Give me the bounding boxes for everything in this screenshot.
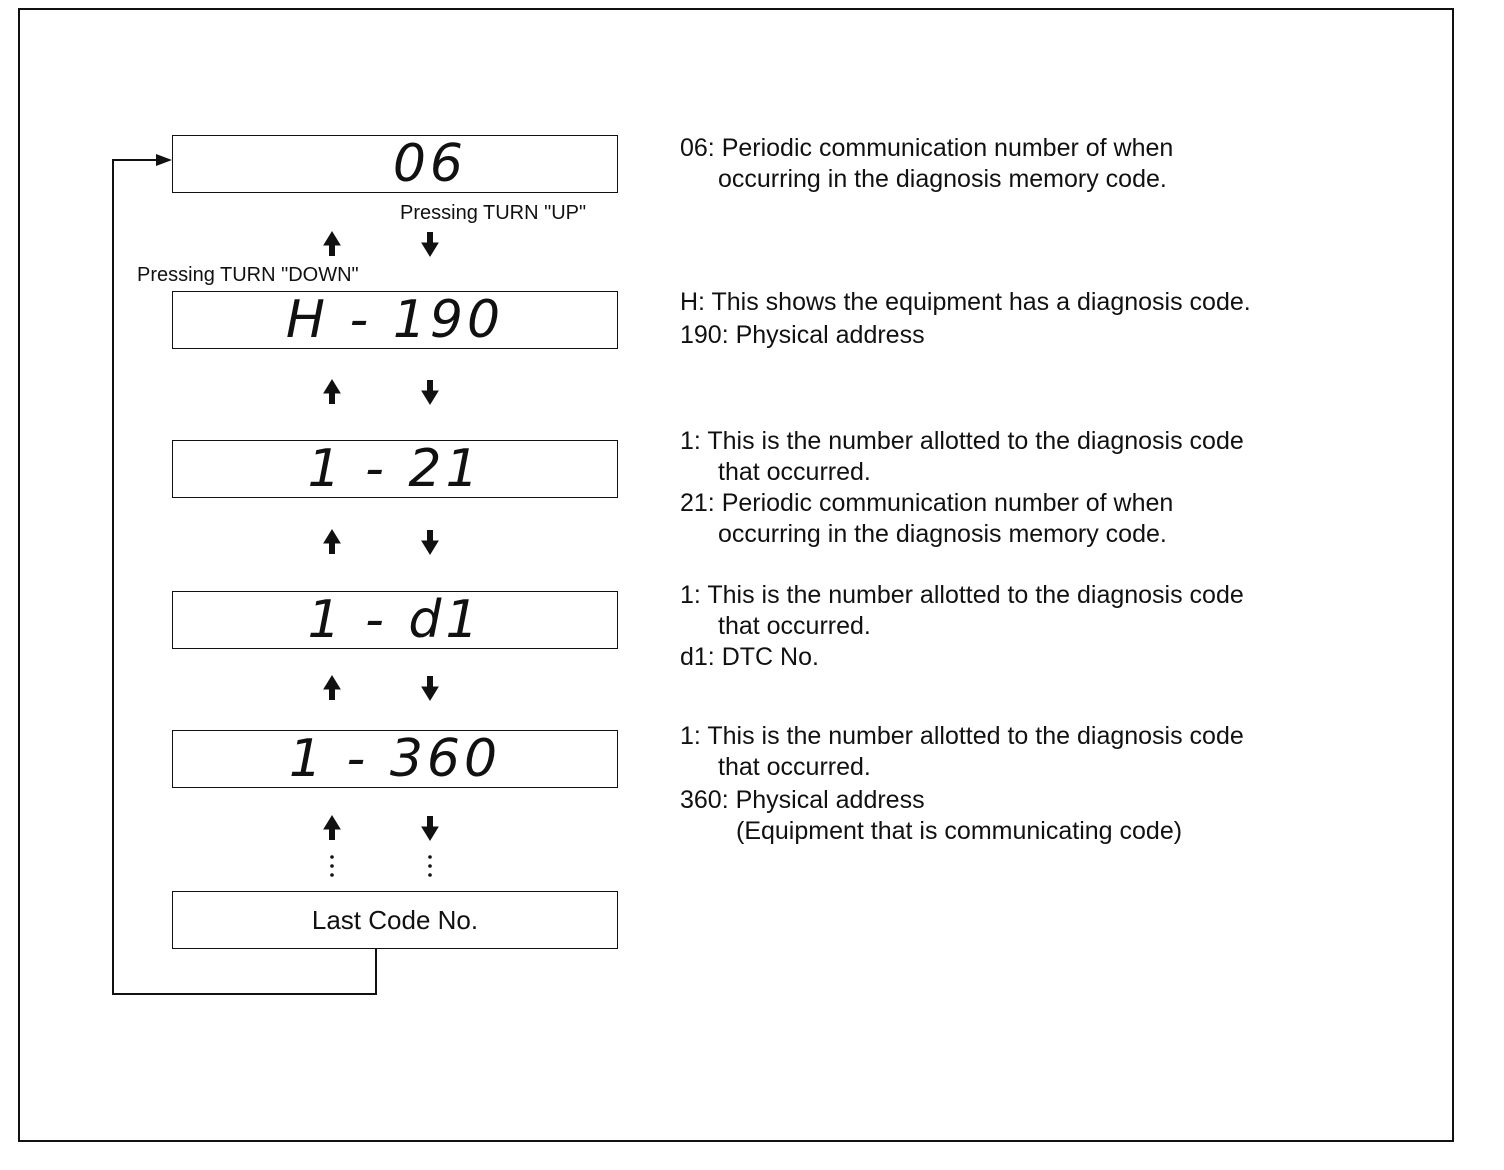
description-1-360-line-2: that occurred.: [718, 753, 871, 781]
description-h190-line-1: H: This shows the equipment has a diagnosis code.: [680, 288, 1251, 316]
description-1-360-line-4: (Equipment that is communicating code): [736, 817, 1183, 845]
display-last-code: [172, 891, 618, 949]
continuation-dots: [330, 855, 432, 877]
description-1-d1-line-3: d1: DTC No.: [680, 643, 819, 671]
description-1-21: [680, 426, 1244, 550]
display-1-21: [172, 440, 618, 498]
up-arrow-5: [324, 816, 340, 840]
down-arrow-2: [422, 380, 438, 404]
description-1-21-line-3: 21: Periodic communication number of when: [680, 489, 1174, 517]
up-arrow-2: [324, 380, 340, 404]
description-1-21-line-4: occurring in the diagnosis memory code.: [718, 520, 1167, 548]
display-1-360-text: 1 - 360: [288, 729, 502, 789]
down-arrow-3: [422, 530, 438, 554]
display-06: [172, 135, 618, 193]
loop-back-arrowhead: [156, 154, 172, 166]
display-last-code-text: Last Code No.: [311, 904, 479, 935]
display-1-d1-text: 1 - d1: [307, 590, 483, 650]
up-arrow-1: [324, 232, 340, 256]
description-1-d1-line-2: that occurred.: [718, 612, 871, 640]
description-1-d1: [680, 580, 1244, 673]
display-06-text: 06: [392, 134, 467, 194]
description-h190-line-2: 190: Physical address: [680, 321, 925, 349]
display-1-21-text: 1 - 21: [307, 439, 483, 499]
down-arrow-5: [422, 816, 438, 840]
description-1-360-line-1: 1: This is the number allotted to the diagnosis code: [680, 722, 1244, 750]
display-1-d1: [172, 591, 618, 649]
description-1-21-line-1: 1: This is the number allotted to the diagnosis code: [680, 427, 1244, 455]
description-1-360: [680, 721, 1244, 847]
down-arrow-4: [422, 676, 438, 700]
turn-up-label: Pressing TURN "UP": [400, 202, 587, 224]
display-h190: [172, 291, 618, 349]
display-1-360: [172, 730, 618, 788]
description-1-d1-line-1: 1: This is the number allotted to the diagnosis code: [680, 581, 1244, 609]
display-h190-text: H - 190: [285, 290, 505, 350]
up-arrow-4: [324, 676, 340, 700]
up-arrow-3: [324, 530, 340, 554]
description-1-21-line-2: that occurred.: [718, 458, 871, 486]
description-h190: [680, 287, 1251, 351]
turn-down-label: Pressing TURN "DOWN": [137, 264, 359, 286]
description-06-line-1: 06: Periodic communication number of when: [680, 134, 1174, 162]
description-1-360-line-3: 360: Physical address: [680, 786, 925, 814]
down-arrow-1: [422, 232, 438, 256]
description-06: [680, 133, 1173, 195]
description-06-line-2: occurring in the diagnosis memory code.: [718, 165, 1167, 193]
